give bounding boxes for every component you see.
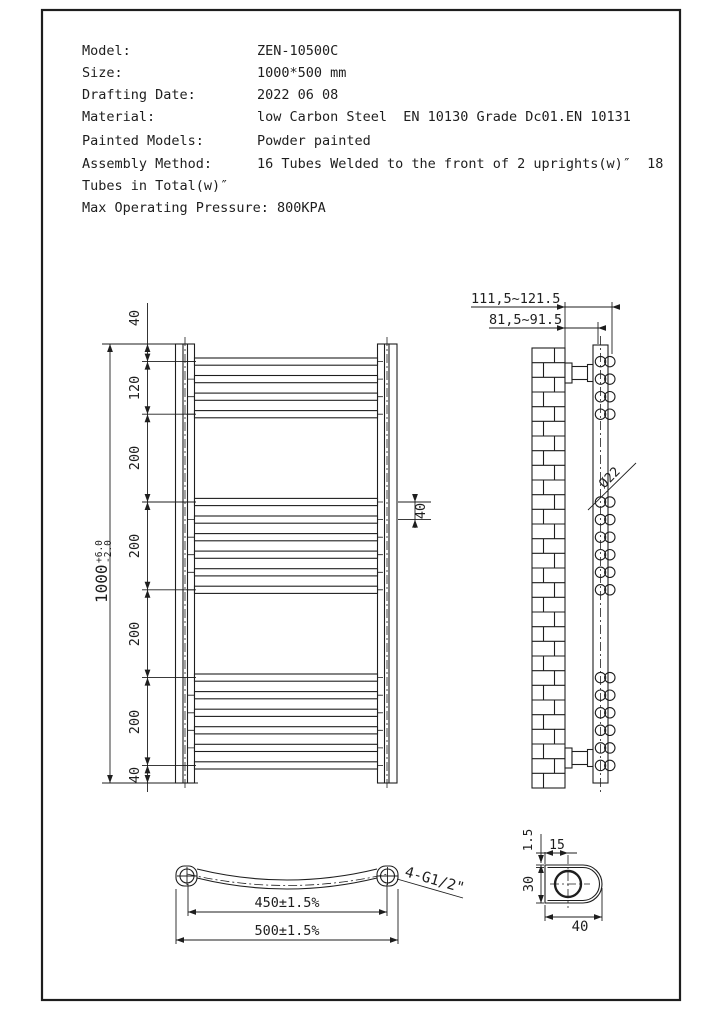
detail-d-profile (545, 855, 602, 908)
spec-value: Powder painted (257, 133, 371, 149)
dim-label-centers: 450±1.5% (254, 895, 320, 911)
spec-label: Assembly Method: (82, 156, 213, 172)
spec-label: Model: (82, 43, 131, 59)
plan-fitting-left (176, 866, 197, 886)
dim-label-wall-thickness: 1.5 (520, 828, 535, 852)
dim-label-tube-diameter: Ø22 (596, 464, 624, 492)
dim-label-40-top: 40 (127, 309, 143, 327)
dim-label-200-d: 200 (127, 709, 143, 735)
dim-label-200-c: 200 (127, 621, 143, 647)
spec-value: ZEN-10500C (257, 43, 339, 59)
dim-label-center-offset: 15 (549, 838, 565, 853)
side-dim-arrows (557, 304, 620, 331)
spec-label: Material: (82, 109, 156, 125)
spec-row-size (0, 65, 700, 85)
spec-row-model (0, 43, 700, 63)
dim-label-depth: 30 (521, 875, 537, 893)
overall-tol-plus: +6.0 (94, 540, 105, 563)
wall-section (532, 348, 565, 788)
plan-curved-tube (187, 869, 388, 889)
spec-label: Tubes in Total(w)″ (82, 178, 229, 194)
spec-row-date (0, 87, 700, 107)
dim-label-120: 120 (127, 375, 143, 401)
spec-value: 2022 06 08 (257, 87, 339, 103)
dim-label-connections: 4-G1/2" (402, 864, 467, 897)
dim-label-width: 40 (571, 919, 589, 935)
wall-bracket-top (565, 363, 594, 383)
spec-value: 16 Tubes Welded to the front of 2 uprights(w)″ 18 (257, 156, 664, 172)
dim-label-tube-pitch: 40 (413, 502, 429, 520)
front-dim-arrows (107, 344, 418, 783)
spec-value: 800KPA (277, 200, 326, 216)
spec-label: Drafting Date: (82, 87, 196, 103)
plan-view (176, 864, 466, 944)
dim-label-200-a: 200 (127, 445, 143, 471)
front-view (92, 303, 431, 792)
side-upright (593, 336, 608, 792)
dim-label-200-b: 200 (127, 533, 143, 559)
spec-row-painted (0, 133, 700, 153)
side-view (471, 291, 636, 792)
dim-label-wall-inner: 81,5~91.5 (489, 312, 563, 328)
wall-bracket-bottom (565, 748, 594, 768)
overall-value: 1000 (92, 564, 111, 603)
spec-value: low Carbon Steel EN 10130 Grade Dc01.EN 10131 (257, 109, 631, 125)
spec-row-pressure (0, 200, 700, 220)
spec-row-assembly-cont (0, 178, 700, 198)
dim-label-wall-outer: 111,5~121.5 (471, 291, 561, 307)
front-upright-left (176, 337, 195, 790)
spec-label: Max Operating Pressure: (82, 200, 269, 216)
detail-view (520, 829, 602, 935)
dim-label-overall-width: 500±1.5% (254, 923, 320, 939)
spec-value: 1000*500 mm (257, 65, 347, 81)
front-upright-right (378, 337, 398, 790)
spec-row-assembly (0, 156, 700, 176)
spec-label: Painted Models: (82, 133, 204, 149)
overall-tol-minus: -2.0 (103, 540, 114, 563)
dim-label-overall-height (92, 540, 114, 603)
front-tubes (187, 358, 385, 769)
spec-block (0, 0, 720, 230)
dim-label-40-bottom: 40 (127, 766, 143, 784)
spec-row-material (0, 109, 700, 129)
spec-label: Size: (82, 65, 123, 81)
